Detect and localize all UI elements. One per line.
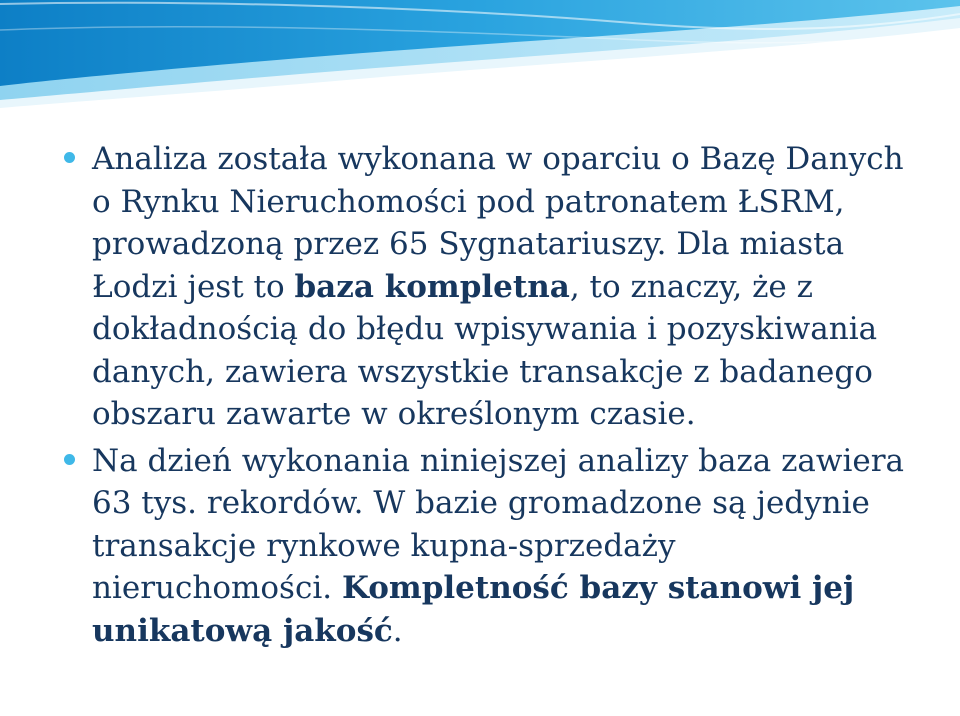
bullet-text	[92, 440, 914, 653]
text-run-bold: Kompletność bazy stanowi jej unikatową jakość	[92, 570, 855, 649]
slide-body	[64, 138, 914, 656]
bullet-dot-icon	[64, 152, 75, 163]
text-run: , to znaczy, że z dokładnością do błędu wpisywania i pozyskiwania danych, zawiera wszystkie transakcje z badanego obszaru zawarte w określonym czasie.	[92, 268, 878, 432]
text-run: Analiza została wykonana w oparciu o Bazę Danych o Rynku Nieruchomości pod patronatem ŁSRM, prowadzoną przez 65 Sygnatariuszy. Dla miasta Łodzi jest to	[92, 141, 904, 305]
text-run-bold: baza kompletna	[294, 268, 570, 305]
bullet-text	[92, 138, 914, 436]
bullet-dot-icon	[64, 454, 75, 465]
bullet-item	[64, 138, 914, 436]
wave-header-decoration	[0, 0, 960, 110]
text-run: .	[392, 612, 403, 649]
bullet-item	[64, 440, 914, 653]
text-run: Na dzień wykonania niniejszej analizy baza zawiera 63 tys. rekordów. W bazie gromadzone są jedynie transakcje rynkowe kupna-sprzedaży nieruchomości.	[92, 442, 905, 606]
